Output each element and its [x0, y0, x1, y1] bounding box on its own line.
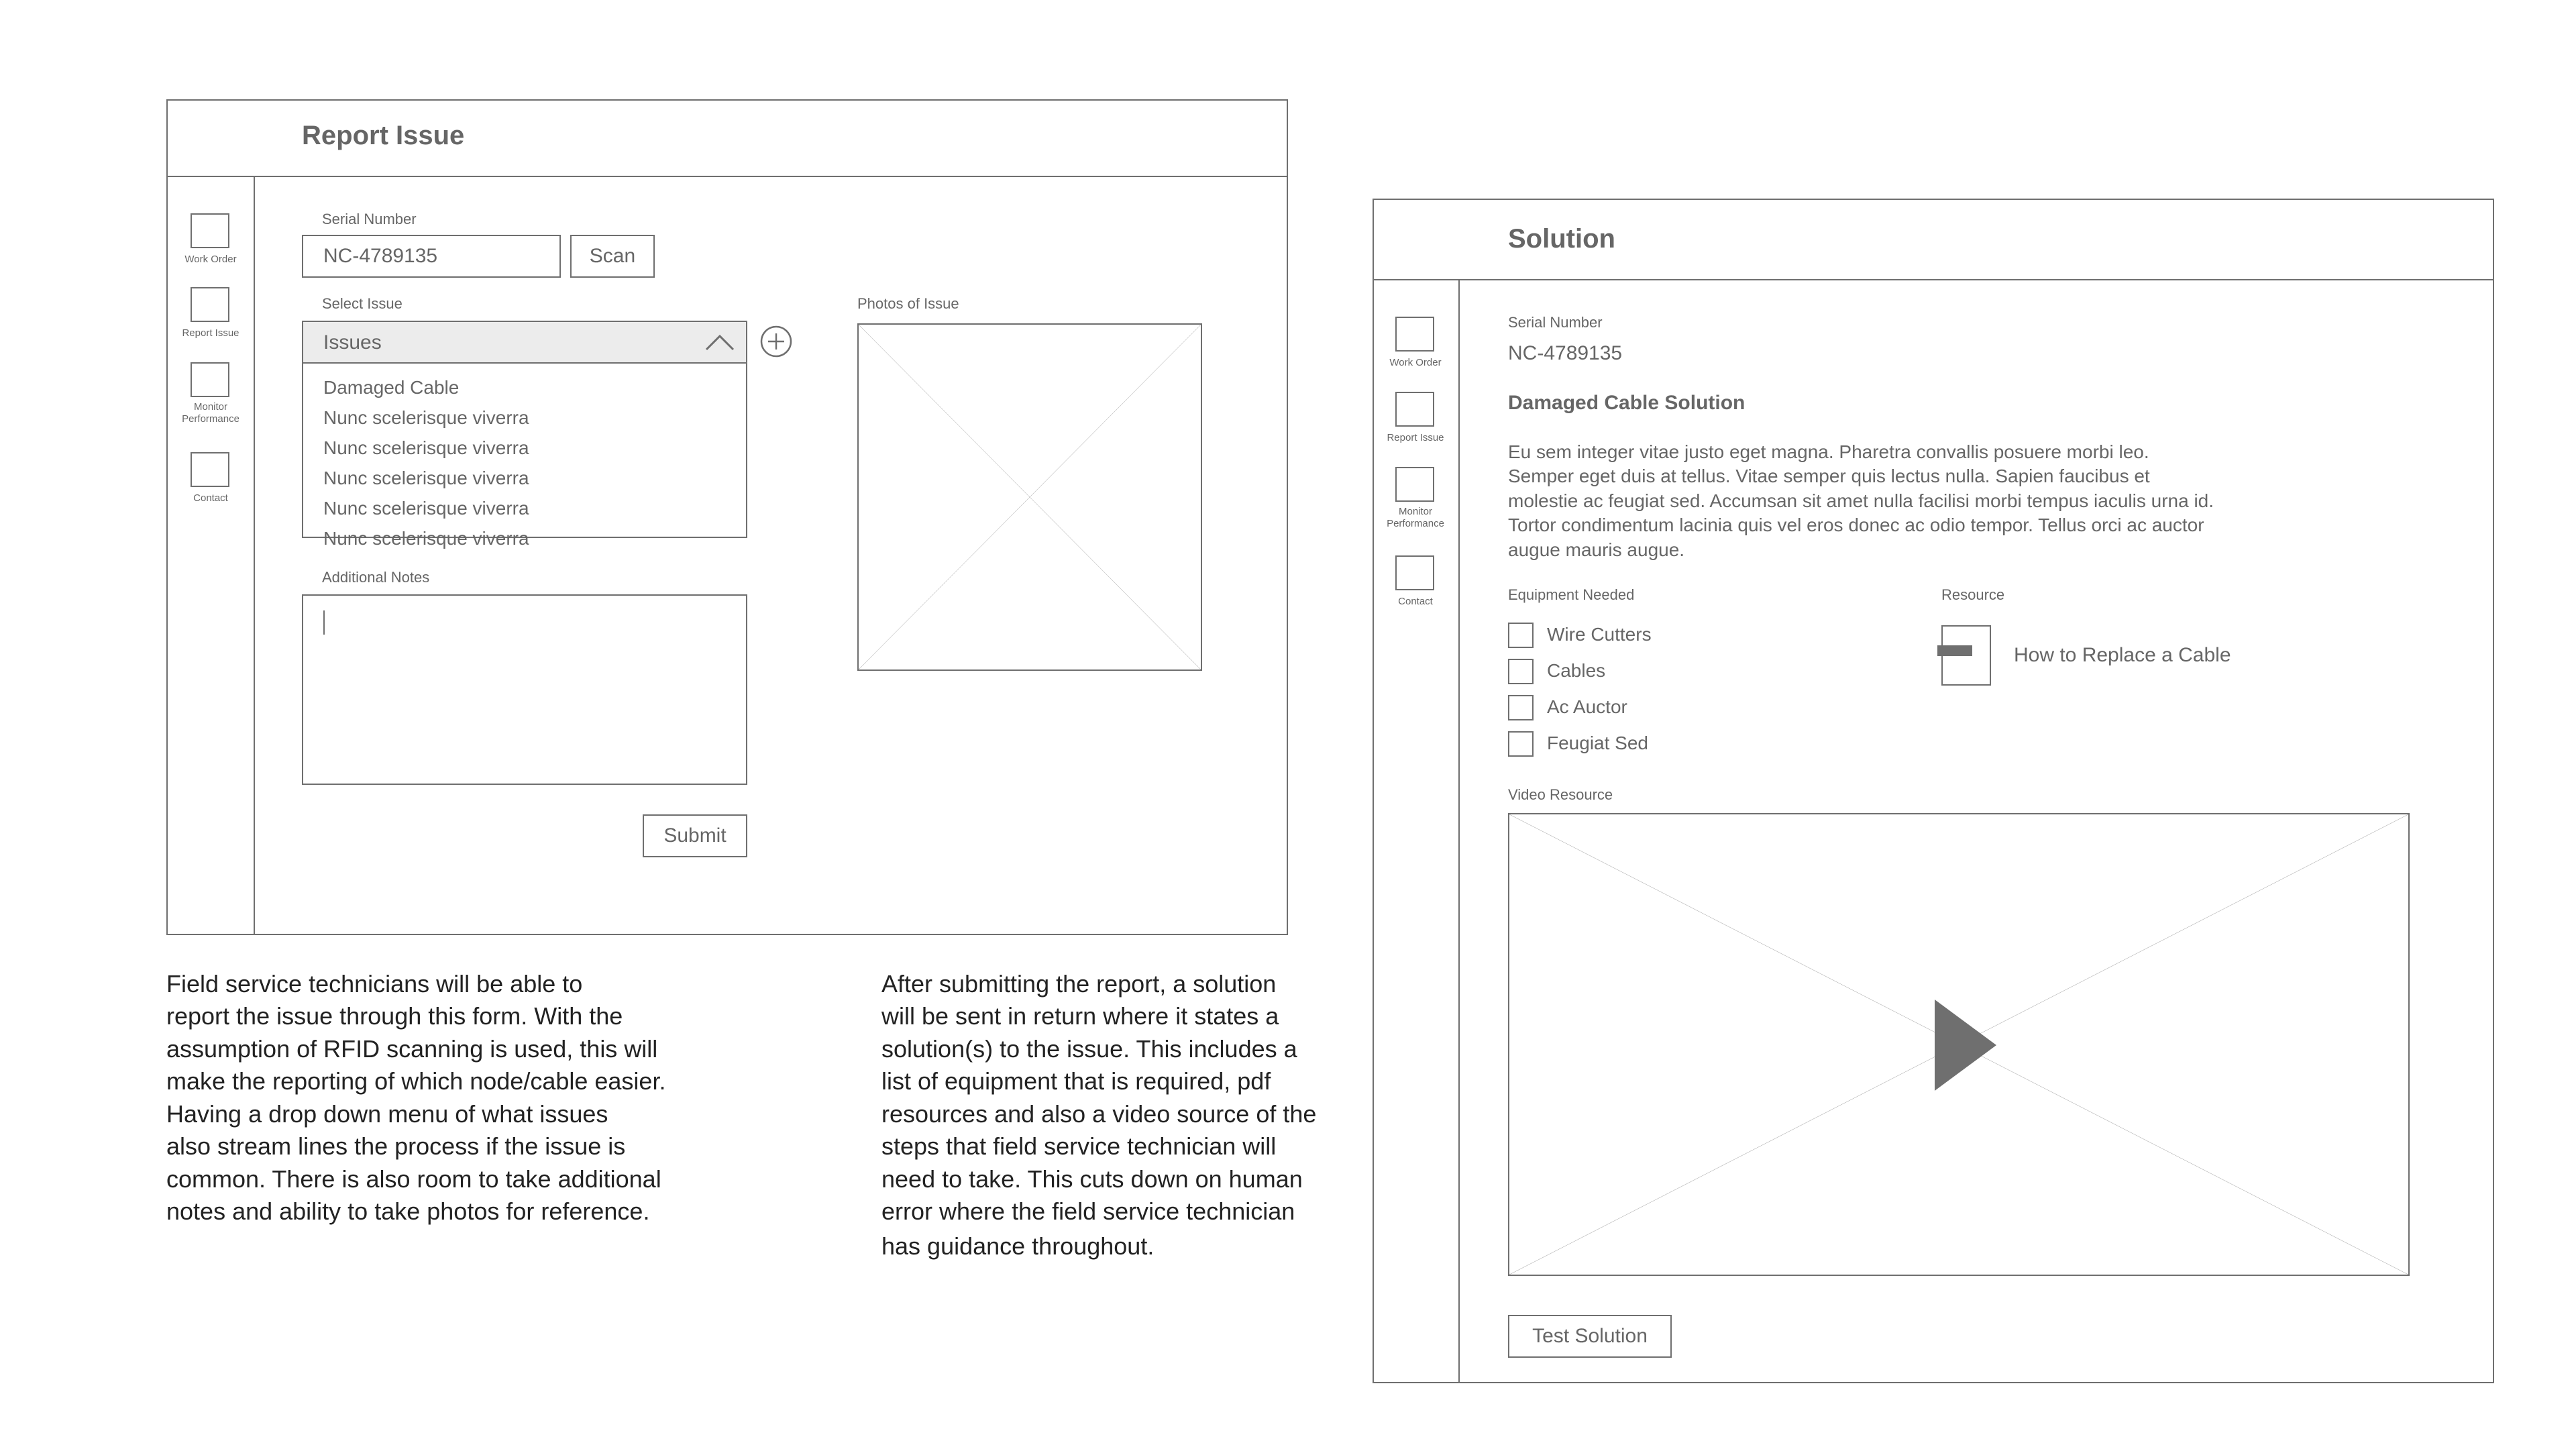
serial-number-label: Serial Number	[1508, 314, 1603, 331]
sidebar-item-label: Report Issue	[182, 327, 239, 339]
solution-body-line: Eu sem integer vitae justo eget magna. Pharetra convallis posuere morbi leo.	[1508, 441, 2149, 462]
notes-textarea[interactable]	[302, 594, 747, 785]
sidebar-item-label: Monitor Performance	[1387, 506, 1444, 529]
chevron-up-icon[interactable]	[704, 333, 735, 352]
sidebar-item-work-order[interactable]	[191, 213, 229, 248]
checkbox-label: Feugiat Sed	[1547, 733, 1648, 753]
serial-number-value: NC-4789135	[323, 245, 438, 267]
solution-body-line: augue mauris augue.	[1508, 539, 1685, 560]
sidebar-divider	[254, 176, 255, 934]
report-issue-window	[166, 99, 1288, 935]
select-issue-label: Select Issue	[322, 295, 402, 312]
description-line: Field service technicians will be able to	[166, 970, 583, 998]
description-line: notes and ability to take photos for reference.	[166, 1197, 650, 1225]
solution-body-line: Semper eget duis at tellus. Vitae semper quis lectus nulla. Sapien faucibus et	[1508, 466, 2150, 486]
pdf-document-icon[interactable]	[1941, 625, 1991, 686]
checkbox-label: Wire Cutters	[1547, 624, 1652, 645]
checkbox-label: Cables	[1547, 660, 1606, 681]
sidebar-item-work-order[interactable]	[1395, 317, 1434, 352]
description-line: error where the field service technician	[881, 1197, 1295, 1225]
add-issue-icon[interactable]	[759, 325, 793, 358]
sidebar-item-label: Contact	[193, 492, 228, 504]
photos-label: Photos of Issue	[857, 295, 959, 312]
sidebar-item-label: Work Order	[1389, 357, 1442, 368]
solution-body-line: molestie ac feugiat sed. Accumsan sit amet nulla facilisi morbi tempus iaculis urna id.	[1508, 490, 2214, 511]
resource-link[interactable]: How to Replace a Cable	[2014, 644, 2231, 666]
issue-dropdown[interactable]	[302, 321, 747, 549]
sidebar-divider	[1458, 279, 1460, 1382]
sidebar-item-report-issue[interactable]	[191, 287, 229, 322]
list-item[interactable]: Nunc scelerisque viverra	[323, 437, 529, 458]
photo-placeholder[interactable]	[857, 323, 1202, 671]
header-divider	[1374, 279, 2493, 280]
equipment-label: Equipment Needed	[1508, 586, 1635, 603]
solution-body-line: Tortor condimentum lacinia quis vel eros donec ac odio tempor. Tellus orci ac auctor	[1508, 515, 2204, 535]
sidebar-item-contact[interactable]	[1395, 555, 1434, 590]
description-line: Having a drop down menu of what issues	[166, 1100, 608, 1128]
checkbox-wire-cutters[interactable]	[1508, 623, 1534, 648]
description-line: will be sent in return where it states a	[881, 1002, 1279, 1030]
solution-window	[1373, 199, 2494, 1383]
description-line: has guidance throughout.	[881, 1232, 1155, 1260]
sidebar-item-monitor-performance[interactable]	[1395, 467, 1434, 502]
description-line: report the issue through this form. With the	[166, 1002, 623, 1030]
serial-number-input[interactable]	[302, 235, 561, 278]
sidebar-item-monitor-performance[interactable]	[191, 362, 229, 397]
list-item[interactable]: Nunc scelerisque viverra	[323, 468, 529, 488]
checkbox-ac-auctor[interactable]	[1508, 695, 1534, 720]
description-line: common. There is also room to take additional	[166, 1165, 661, 1193]
sidebar-item-label: Report Issue	[1387, 432, 1444, 443]
sidebar-item-label: Contact	[1398, 596, 1433, 607]
image-placeholder-icon	[859, 325, 1201, 669]
checkbox-feugiat-sed[interactable]	[1508, 731, 1534, 757]
notes-label: Additional Notes	[322, 569, 430, 586]
page-title: Solution	[1508, 224, 1615, 254]
serial-number-value: NC-4789135	[1508, 342, 1623, 364]
solution-heading: Damaged Cable Solution	[1508, 392, 1746, 414]
video-player[interactable]	[1508, 813, 2410, 1276]
scan-button[interactable]: Scan	[570, 235, 655, 278]
header-divider	[168, 176, 1287, 177]
sidebar-item-report-issue[interactable]	[1395, 392, 1434, 427]
list-item[interactable]: Nunc scelerisque viverra	[323, 528, 529, 549]
description-line: also stream lines the process if the issue is	[166, 1132, 626, 1160]
sidebar-item-contact[interactable]	[191, 452, 229, 487]
issue-dropdown-header[interactable]	[303, 322, 746, 364]
list-item[interactable]: Damaged Cable	[323, 377, 460, 398]
description-line: solution(s) to the issue. This includes a	[881, 1035, 1297, 1063]
submit-button[interactable]: Submit	[643, 814, 747, 857]
test-solution-button[interactable]: Test Solution	[1508, 1315, 1672, 1358]
description-line: resources and also a video source of the	[881, 1100, 1317, 1128]
list-item[interactable]: Nunc scelerisque viverra	[323, 407, 529, 428]
serial-number-label: Serial Number	[322, 211, 417, 227]
description-line: steps that field service technician will	[881, 1132, 1277, 1160]
sidebar-item-label: Work Order	[184, 254, 237, 265]
page-title: Report Issue	[302, 121, 465, 150]
description-line: make the reporting of which node/cable easier.	[166, 1067, 666, 1095]
checkbox-label: Ac Auctor	[1547, 696, 1627, 717]
description-line: assumption of RFID scanning is used, this will	[166, 1035, 658, 1063]
description-line: After submitting the report, a solution	[881, 970, 1277, 998]
checkbox-cables[interactable]	[1508, 659, 1534, 684]
video-label: Video Resource	[1508, 786, 1613, 803]
description-line: need to take. This cuts down on human	[881, 1165, 1303, 1193]
play-icon[interactable]	[1935, 1000, 1999, 1091]
issue-dropdown-header-label: Issues	[323, 331, 382, 354]
resource-label: Resource	[1941, 586, 2005, 603]
description-line: list of equipment that is required, pdf	[881, 1067, 1271, 1095]
list-item[interactable]: Nunc scelerisque viverra	[323, 498, 529, 519]
text-cursor	[323, 610, 325, 635]
sidebar-item-label: Monitor Performance	[182, 401, 239, 425]
